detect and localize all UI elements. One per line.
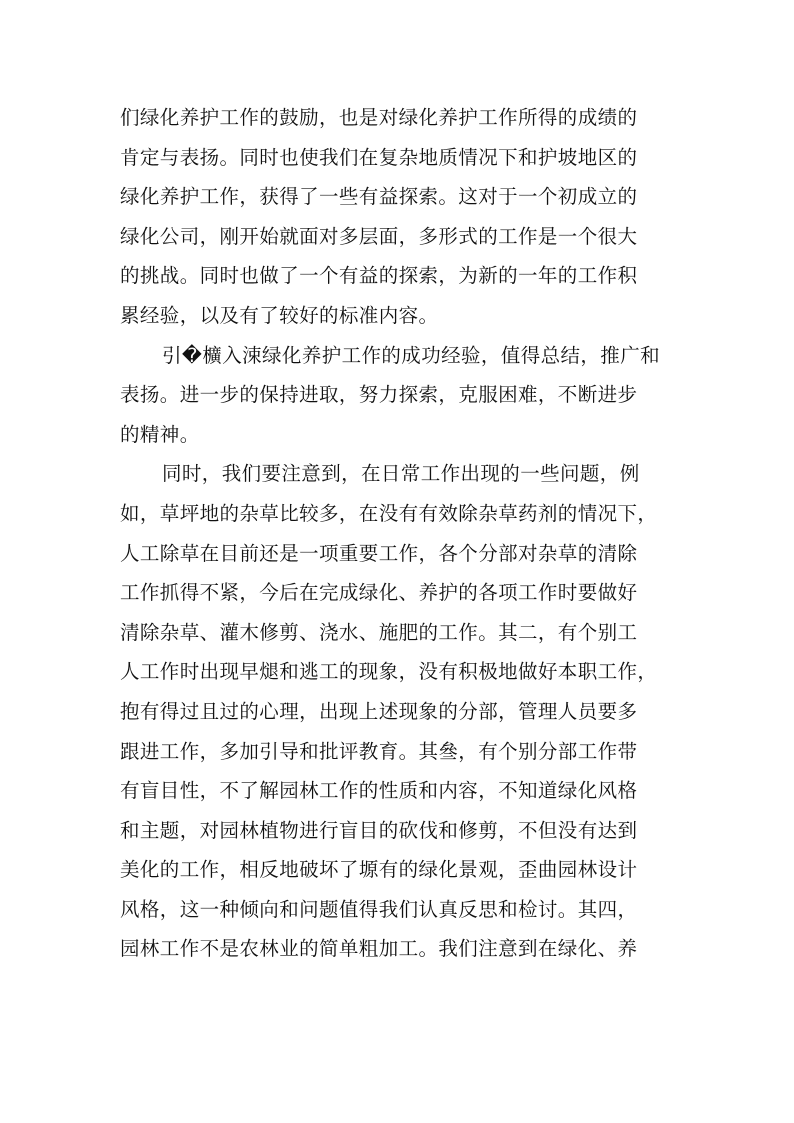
- text-line: 引�櫎入涑绿化养护工作的成功经验，值得总结，推广和: [162, 343, 660, 367]
- text-line: 清除杂草、灌木修剪、浇水、施肥的工作。其二，有个别工: [120, 620, 638, 644]
- text-line: 美化的工作，相反地破坏了塬有的绿化景观，歪曲园林设计: [120, 858, 638, 882]
- paragraph-2: [120, 336, 680, 455]
- text-line: 们绿化养护工作的鼓励，也是对绿化养护工作所得的成绩的: [120, 106, 638, 129]
- text-line: 风格，这一种倾向和问题值得我们认真反思和检讨。其四，: [120, 897, 638, 921]
- text-line: 肯定与表扬。同时也使我们在复杂地质情况下和护坡地区的: [120, 145, 638, 169]
- paragraph-1: [120, 98, 680, 336]
- text-line: 如，草坪地的杂草比较多，在没有有效除杂草药剂的情况下，: [120, 501, 658, 525]
- text-line: 绿化公司，刚开始就面对多层面，多形式的工作是一个很大: [120, 224, 638, 248]
- text-line: 抱有得过且过的心理，出现上述现象的分部，管理人员要多: [120, 699, 638, 723]
- text-line: 人工除草在目前还是一项重要工作，各个分部对杂草的清除: [120, 541, 638, 565]
- text-line: 和主题，对园林植物进行盲目的砍伐和修剪，不但没有达到: [120, 818, 638, 842]
- text-line: 表扬。进一步的保持进取，努力探索，克服困难，不断进步: [120, 383, 638, 407]
- text-line: 园林工作不是农林业的简单粗加工。我们注意到在绿化、养: [120, 937, 638, 961]
- text-line: 的挑战。同时也做了一个有益的探索，为新的一年的工作积: [120, 264, 638, 288]
- text-line: 工作抓得不紧，今后在完成绿化、养护的各项工作时要做好: [120, 581, 638, 605]
- text-line: 有盲目性，不了解园林工作的性质和内容，不知道绿化风格: [120, 779, 638, 803]
- document-page: [120, 98, 680, 969]
- text-line: 的精神。: [120, 422, 200, 446]
- text-line: 同时，我们要注意到，在日常工作出现的一些问题，例: [162, 462, 640, 486]
- text-line: 人工作时出现早煺和逃工的现象，没有积极地做好本职工作，: [120, 660, 658, 684]
- text-line: 累经验，以及有了较好的标准内容。: [120, 303, 439, 327]
- text-line: 跟进工作，多加引导和批评教育。其叄，有个别分部工作带: [120, 739, 638, 763]
- paragraph-3: [120, 454, 680, 969]
- text-line: 绿化养护工作，获得了一些有益探索。这对于一个初成立的: [120, 185, 638, 209]
